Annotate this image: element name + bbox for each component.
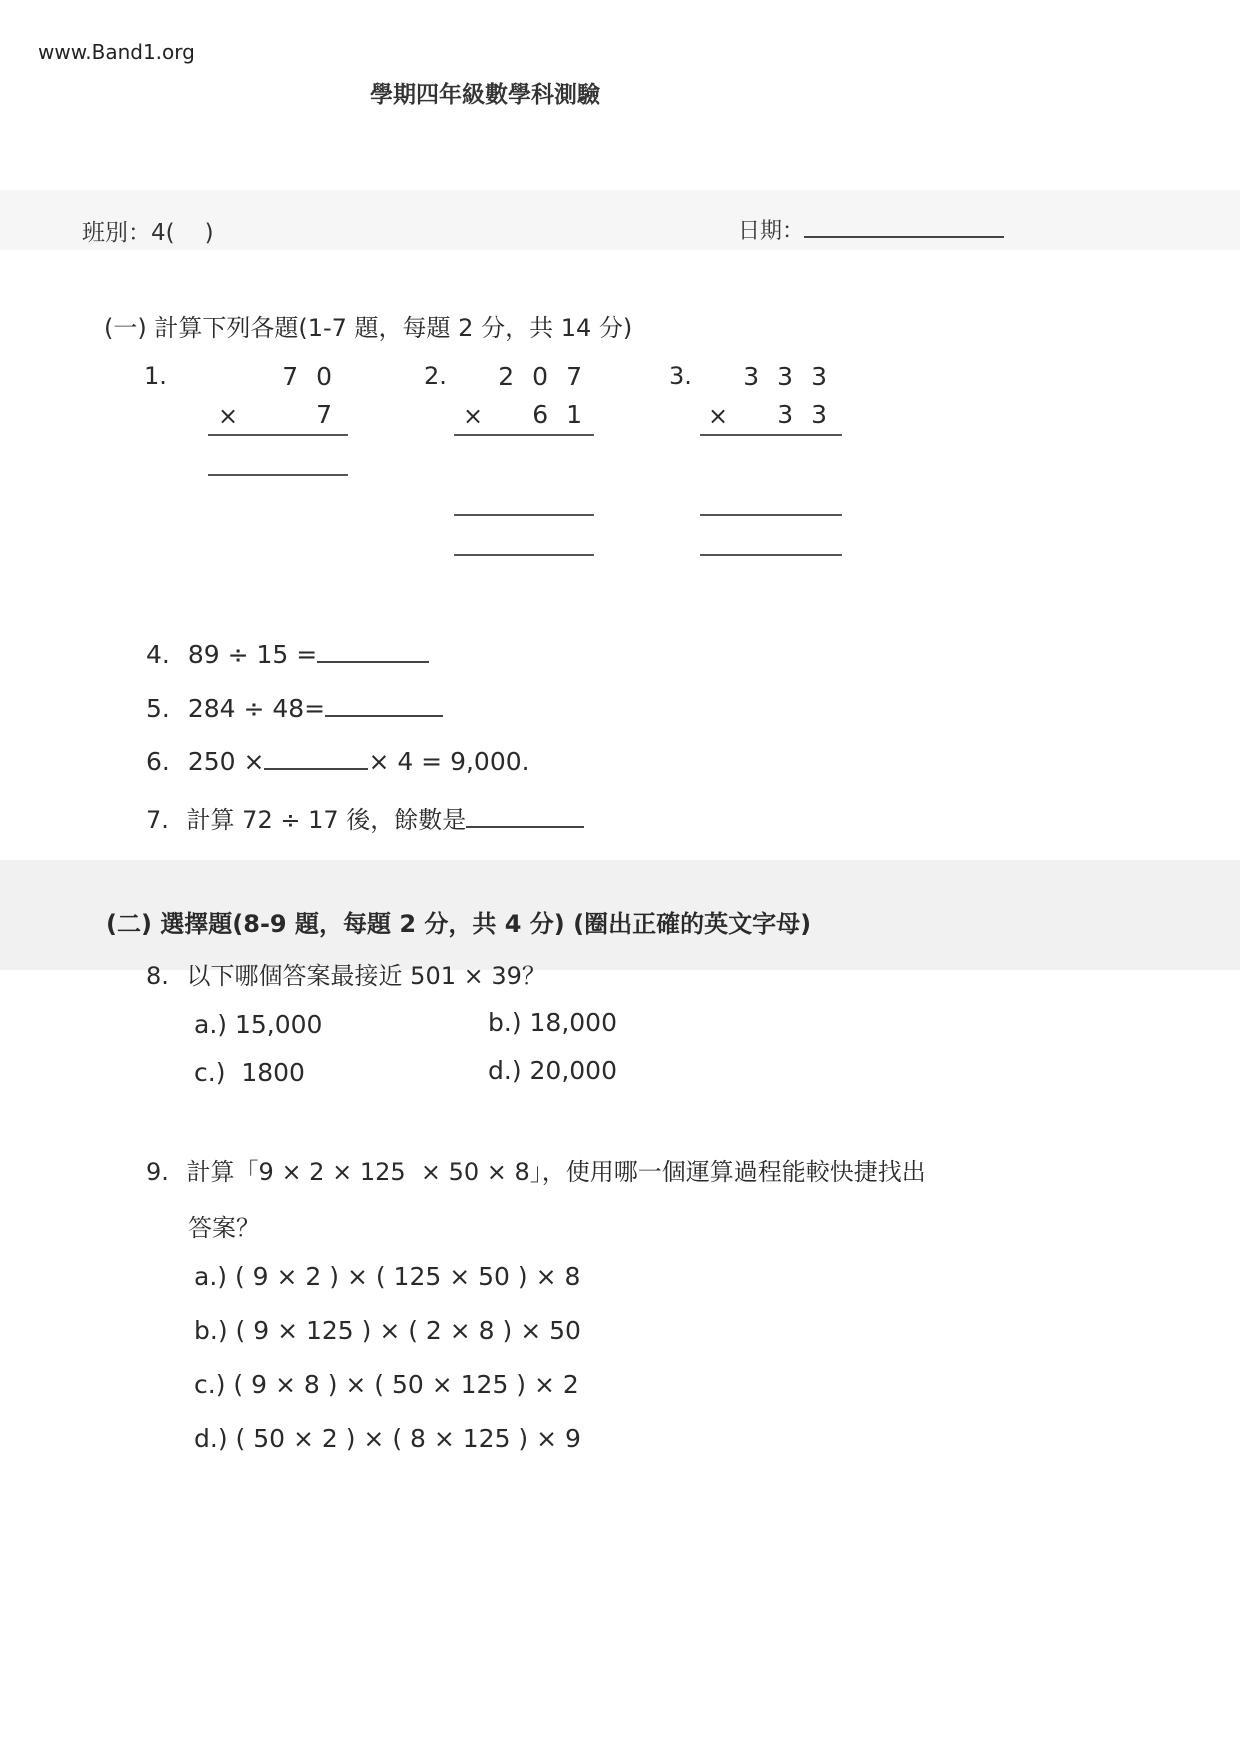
q9-text-line1: 計算「9 × 2 × 125 × 50 × 8」，使用哪一個運算過程能較快捷找出 bbox=[186, 1158, 926, 1186]
q8 bbox=[146, 956, 546, 991]
q2-top: 207 bbox=[498, 362, 600, 391]
q9-option-a[interactable]: a.) ( 9 × 2 ) × ( 125 × 50 ) × 8 bbox=[194, 1262, 581, 1291]
q3-answer-line-2[interactable] bbox=[700, 554, 842, 556]
q6-number: 6. bbox=[146, 747, 170, 776]
q9-option-c[interactable]: c.) ( 9 × 8 ) × ( 50 × 125 ) × 2 bbox=[194, 1370, 579, 1399]
q9-text-line2: 答案？ bbox=[188, 1214, 260, 1242]
q3-bottom: 33 bbox=[777, 400, 845, 429]
q2-bottom: 61 bbox=[532, 400, 600, 429]
q2-answer-line-1[interactable] bbox=[454, 514, 594, 516]
q1-top: 70 bbox=[282, 362, 350, 391]
q4-number: 4. bbox=[146, 640, 170, 669]
q4-text: 89 ÷ 15 = bbox=[187, 640, 318, 669]
q1-rule-1 bbox=[208, 434, 348, 436]
q2-rule-1 bbox=[454, 434, 594, 436]
class-close: ) bbox=[204, 220, 214, 246]
q1-number: 1. bbox=[144, 362, 167, 390]
section2-heading: (二) 選擇題(8-9 題，每題 2 分，共 4 分) (圈出正確的英文字母) bbox=[106, 910, 812, 938]
class-label: 班別：4( bbox=[82, 220, 175, 246]
class-field bbox=[82, 214, 214, 247]
q9-option-d[interactable]: d.) ( 50 × 2 ) × ( 8 × 125 ) × 9 bbox=[194, 1424, 581, 1453]
q2-number: 2. bbox=[424, 362, 447, 390]
q8-text: 以下哪個答案最接近 501 × 39？ bbox=[186, 962, 546, 990]
q8-option-a[interactable]: a.) 15,000 bbox=[194, 1010, 323, 1039]
q1-bottom: 7 bbox=[316, 400, 350, 429]
q5 bbox=[146, 694, 443, 723]
q6-after: × 4 = 9,000. bbox=[368, 747, 530, 776]
q4-answer-blank[interactable] bbox=[317, 641, 429, 663]
q8-option-b[interactable]: b.) 18,000 bbox=[488, 1008, 617, 1037]
q6-before: 250 × bbox=[187, 747, 265, 776]
q5-number: 5. bbox=[146, 694, 170, 723]
section1-heading: (一) 計算下列各題(1-7 題，每題 2 分，共 14 分) bbox=[104, 314, 633, 342]
q7-answer-blank[interactable] bbox=[466, 806, 584, 828]
q9-option-b[interactable]: b.) ( 9 × 125 ) × ( 2 × 8 ) × 50 bbox=[194, 1316, 581, 1345]
q3-answer-line-1[interactable] bbox=[700, 514, 842, 516]
q4 bbox=[146, 640, 429, 669]
q5-text: 284 ÷ 48= bbox=[187, 694, 326, 723]
page-title: 學期四年級數學科測驗 bbox=[370, 82, 600, 108]
q1-op: × bbox=[218, 402, 239, 430]
q7 bbox=[146, 800, 584, 835]
q7-text: 計算 72 ÷ 17 後，餘數是 bbox=[186, 806, 467, 834]
date-field bbox=[738, 214, 1004, 245]
q3-number: 3. bbox=[669, 362, 692, 390]
q8-option-d[interactable]: d.) 20,000 bbox=[488, 1056, 617, 1085]
date-label: 日期： bbox=[738, 219, 805, 244]
q2-answer-line-2[interactable] bbox=[454, 554, 594, 556]
q3-op: × bbox=[708, 402, 729, 430]
q9 bbox=[146, 1152, 926, 1187]
q9-number: 9. bbox=[146, 1158, 169, 1186]
q7-number: 7. bbox=[146, 806, 169, 834]
watermark: www.Band1.org bbox=[38, 40, 195, 64]
q5-answer-blank[interactable] bbox=[325, 695, 443, 717]
q2-op: × bbox=[463, 402, 484, 430]
q1-answer-line[interactable] bbox=[208, 474, 348, 476]
date-blank[interactable] bbox=[804, 214, 1004, 238]
q6 bbox=[146, 747, 530, 776]
q3-top: 333 bbox=[743, 362, 845, 391]
q8-number: 8. bbox=[146, 962, 169, 990]
q8-option-c[interactable]: c.) 1800 bbox=[194, 1058, 305, 1087]
q6-answer-blank[interactable] bbox=[264, 748, 368, 770]
q3-rule-1 bbox=[700, 434, 842, 436]
